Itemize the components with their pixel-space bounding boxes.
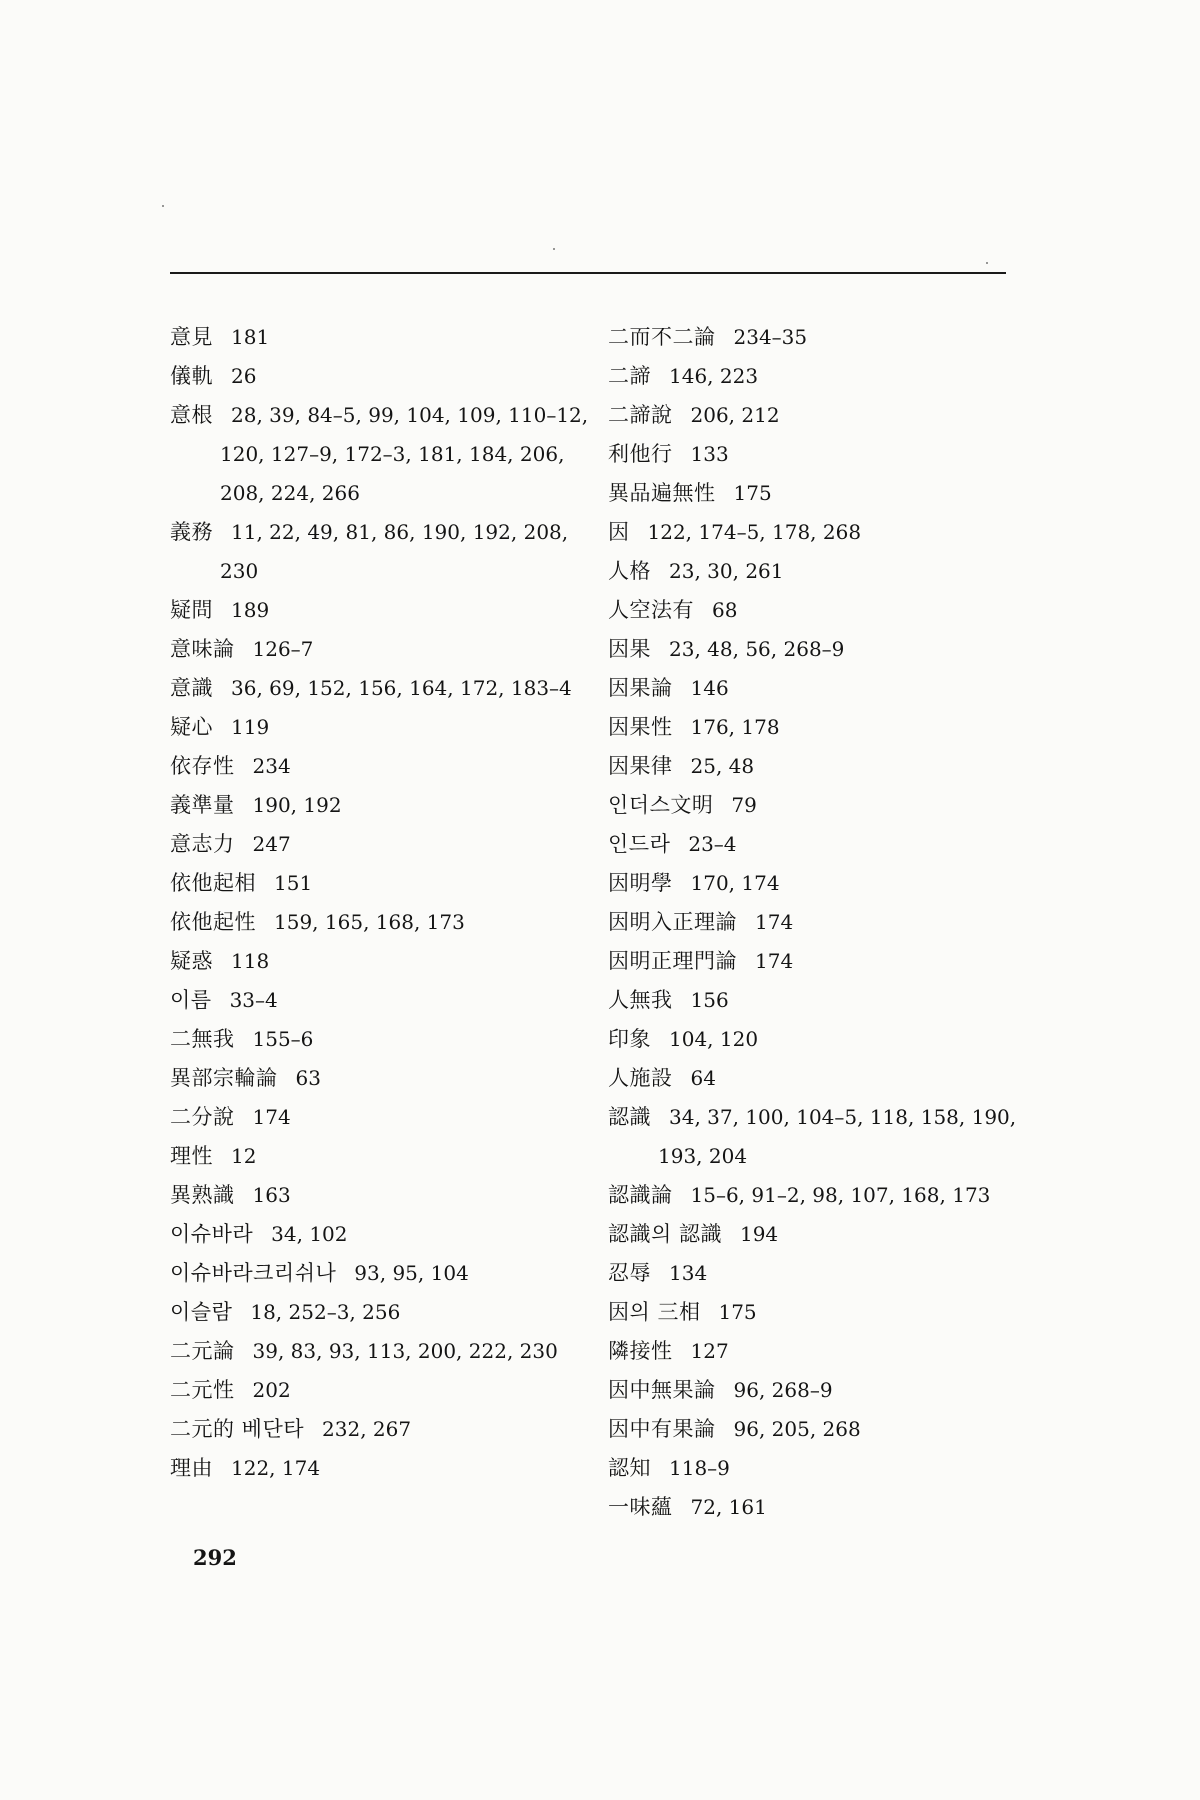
index-pages: 176, 178 (690, 715, 780, 739)
index-entry (608, 1020, 1028, 1059)
index-term: 因中無果論 (608, 1378, 716, 1402)
index-term: 二元論 (170, 1339, 235, 1363)
index-pages: 36, 69, 152, 156, 164, 172, 183–4 (231, 676, 572, 700)
dust-speck (553, 248, 555, 250)
index-pages: 155–6 (252, 1027, 314, 1051)
index-entry (170, 864, 590, 903)
index-entry (170, 1098, 590, 1137)
index-entry (170, 318, 590, 357)
index-entry (608, 591, 1028, 630)
index-term: 因中有果論 (608, 1417, 716, 1441)
index-entry (170, 1293, 590, 1332)
index-pages: 23–4 (688, 832, 737, 856)
index-entry (608, 825, 1028, 864)
index-pages: 189 (231, 598, 270, 622)
index-pages: 146 (690, 676, 729, 700)
index-term: 이슈바라 (170, 1222, 254, 1246)
index-entry (170, 396, 590, 513)
index-pages: 156 (690, 988, 729, 1012)
index-entry (608, 1254, 1028, 1293)
index-pages: 79 (731, 793, 757, 817)
index-pages: 96, 268–9 (733, 1378, 833, 1402)
index-entry (608, 1293, 1028, 1332)
index-entry (170, 1176, 590, 1215)
index-term: 이슬람 (170, 1300, 233, 1324)
index-pages: 170, 174 (690, 871, 780, 895)
index-pages: 34, 37, 100, 104–5, 118, 158, 190, 193, 204 (658, 1105, 1017, 1168)
index-pages: 247 (252, 832, 291, 856)
index-pages: 174 (755, 910, 794, 934)
index-pages: 122, 174–5, 178, 268 (647, 520, 862, 544)
index-term: 인드라 (608, 832, 671, 856)
index-term: 認識論 (608, 1183, 673, 1207)
index-term: 異熟識 (170, 1183, 235, 1207)
index-term: 意識 (170, 676, 213, 700)
index-entry (608, 786, 1028, 825)
index-term: 二元性 (170, 1378, 235, 1402)
index-term: 意志力 (170, 832, 235, 856)
index-pages: 23, 48, 56, 268–9 (669, 637, 845, 661)
index-entry (170, 1371, 590, 1410)
index-entry (170, 1137, 590, 1176)
index-entry (608, 552, 1028, 591)
index-pages: 118 (231, 949, 270, 973)
index-entry (170, 1449, 590, 1488)
index-term: 因果 (608, 637, 651, 661)
index-entry (608, 1098, 1028, 1176)
index-term: 因明正理門論 (608, 949, 737, 973)
index-pages: 12 (231, 1144, 257, 1168)
index-entry (170, 825, 590, 864)
index-pages: 63 (295, 1066, 321, 1090)
index-term: 二分說 (170, 1105, 235, 1129)
index-entry (170, 786, 590, 825)
index-entry (608, 981, 1028, 1020)
index-term: 異部宗輪論 (170, 1066, 278, 1090)
index-entry (170, 357, 590, 396)
index-pages: 11, 22, 49, 81, 86, 190, 192, 208, 230 (220, 520, 569, 583)
index-entry (608, 669, 1028, 708)
index-entry (608, 318, 1028, 357)
index-pages: 122, 174 (231, 1456, 321, 1480)
index-entry (170, 1254, 590, 1293)
dust-speck (986, 262, 988, 264)
index-entry (608, 708, 1028, 747)
index-pages: 15–6, 91–2, 98, 107, 168, 173 (690, 1183, 991, 1207)
index-term: 依存性 (170, 754, 235, 778)
index-pages: 96, 205, 268 (733, 1417, 861, 1441)
index-term: 因果性 (608, 715, 673, 739)
index-pages: 232, 267 (322, 1417, 412, 1441)
index-term: 認知 (608, 1456, 651, 1480)
index-term: 疑問 (170, 598, 213, 622)
index-term: 印象 (608, 1027, 651, 1051)
index-pages: 175 (718, 1300, 757, 1324)
index-entry (170, 1215, 590, 1254)
index-term: 因의 三相 (608, 1300, 701, 1324)
index-term: 인더스文明 (608, 793, 714, 817)
index-entry (170, 1332, 590, 1371)
index-entry (608, 1410, 1028, 1449)
index-term: 認識의 認識 (608, 1222, 722, 1246)
index-term: 意根 (170, 403, 213, 427)
index-column-left (170, 318, 590, 1488)
index-term: 疑心 (170, 715, 213, 739)
index-entry (170, 1059, 590, 1098)
index-entry (608, 630, 1028, 669)
index-term: 二而不二論 (608, 325, 716, 349)
index-pages: 202 (252, 1378, 291, 1402)
index-pages: 151 (274, 871, 313, 895)
index-pages: 23, 30, 261 (669, 559, 784, 583)
index-pages: 174 (755, 949, 794, 973)
index-entry (170, 708, 590, 747)
index-entry (170, 1410, 590, 1449)
index-term: 儀軌 (170, 364, 213, 388)
index-pages: 64 (690, 1066, 716, 1090)
index-term: 因果論 (608, 676, 673, 700)
index-pages: 133 (690, 442, 729, 466)
index-entry (170, 591, 590, 630)
index-pages: 174 (252, 1105, 291, 1129)
index-entry (170, 981, 590, 1020)
index-term: 人格 (608, 559, 651, 583)
index-entry (608, 435, 1028, 474)
index-term: 二元的 베단타 (170, 1417, 305, 1441)
index-entry (170, 669, 590, 708)
index-entry (170, 903, 590, 942)
index-term: 利他行 (608, 442, 673, 466)
index-entry (608, 1059, 1028, 1098)
index-entry (608, 1215, 1028, 1254)
index-term: 意味論 (170, 637, 235, 661)
index-term: 人無我 (608, 988, 673, 1012)
index-term: 忍辱 (608, 1261, 651, 1285)
index-term: 因明學 (608, 871, 673, 895)
index-term: 이슈바라크리쉬나 (170, 1261, 337, 1285)
index-pages: 206, 212 (690, 403, 780, 427)
index-entry (608, 1488, 1028, 1527)
index-term: 義準量 (170, 793, 235, 817)
index-entry (170, 747, 590, 786)
index-term: 義務 (170, 520, 213, 544)
index-entry (608, 942, 1028, 981)
index-entry (608, 1332, 1028, 1371)
index-entry (608, 1371, 1028, 1410)
index-pages: 146, 223 (669, 364, 759, 388)
index-entry (170, 942, 590, 981)
index-term: 依他起相 (170, 871, 256, 895)
index-pages: 163 (252, 1183, 291, 1207)
index-pages: 127 (690, 1339, 729, 1363)
index-column-right (608, 318, 1028, 1527)
index-pages: 118–9 (669, 1456, 730, 1480)
index-entry (608, 396, 1028, 435)
index-entry (170, 630, 590, 669)
index-pages: 190, 192 (252, 793, 342, 817)
index-pages: 34, 102 (271, 1222, 348, 1246)
index-pages: 126–7 (252, 637, 314, 661)
index-pages: 25, 48 (690, 754, 755, 778)
index-term: 因果律 (608, 754, 673, 778)
index-entry (608, 747, 1028, 786)
index-entry (608, 903, 1028, 942)
index-term: 이름 (170, 988, 212, 1012)
index-term: 疑惑 (170, 949, 213, 973)
index-entry (608, 513, 1028, 552)
index-pages: 119 (231, 715, 270, 739)
index-entry (608, 864, 1028, 903)
header-rule (170, 272, 1006, 274)
index-term: 意見 (170, 325, 213, 349)
index-entry (170, 513, 590, 591)
index-pages: 18, 252–3, 256 (250, 1300, 401, 1324)
index-pages: 68 (712, 598, 738, 622)
index-pages: 26 (231, 364, 257, 388)
index-pages: 33–4 (229, 988, 278, 1012)
index-entry (608, 357, 1028, 396)
index-entry (608, 1449, 1028, 1488)
index-pages: 194 (739, 1222, 779, 1246)
index-entry (170, 1020, 590, 1059)
index-term: 一味蘊 (608, 1495, 673, 1519)
index-term: 認識 (608, 1105, 651, 1129)
index-pages: 28, 39, 84–5, 99, 104, 109, 110–12, 120, 127–9, 172–3, 181, 184, 206, 208, 224, 266 (220, 403, 589, 505)
index-pages: 234–35 (733, 325, 808, 349)
index-pages: 104, 120 (669, 1027, 759, 1051)
index-term: 理由 (170, 1456, 213, 1480)
index-term: 因明入正理論 (608, 910, 737, 934)
index-pages: 39, 83, 93, 113, 200, 222, 230 (252, 1339, 558, 1363)
index-term: 因 (608, 520, 630, 544)
index-pages: 93, 95, 104 (354, 1261, 469, 1285)
index-term: 理性 (170, 1144, 213, 1168)
index-term: 異品遍無性 (608, 481, 716, 505)
dust-speck (162, 205, 164, 207)
index-term: 人空法有 (608, 598, 694, 622)
index-term: 二諦 (608, 364, 651, 388)
index-pages: 175 (733, 481, 772, 505)
index-entry (608, 1176, 1028, 1215)
index-entry (608, 474, 1028, 513)
index-pages: 72, 161 (690, 1495, 767, 1519)
index-pages: 159, 165, 168, 173 (274, 910, 465, 934)
page-number: 292 (193, 1545, 237, 1570)
index-pages: 134 (669, 1261, 708, 1285)
index-term: 二諦說 (608, 403, 673, 427)
index-term: 人施設 (608, 1066, 673, 1090)
index-pages: 181 (231, 325, 270, 349)
index-term: 二無我 (170, 1027, 235, 1051)
index-pages: 234 (252, 754, 291, 778)
index-term: 隣接性 (608, 1339, 673, 1363)
index-term: 依他起性 (170, 910, 256, 934)
